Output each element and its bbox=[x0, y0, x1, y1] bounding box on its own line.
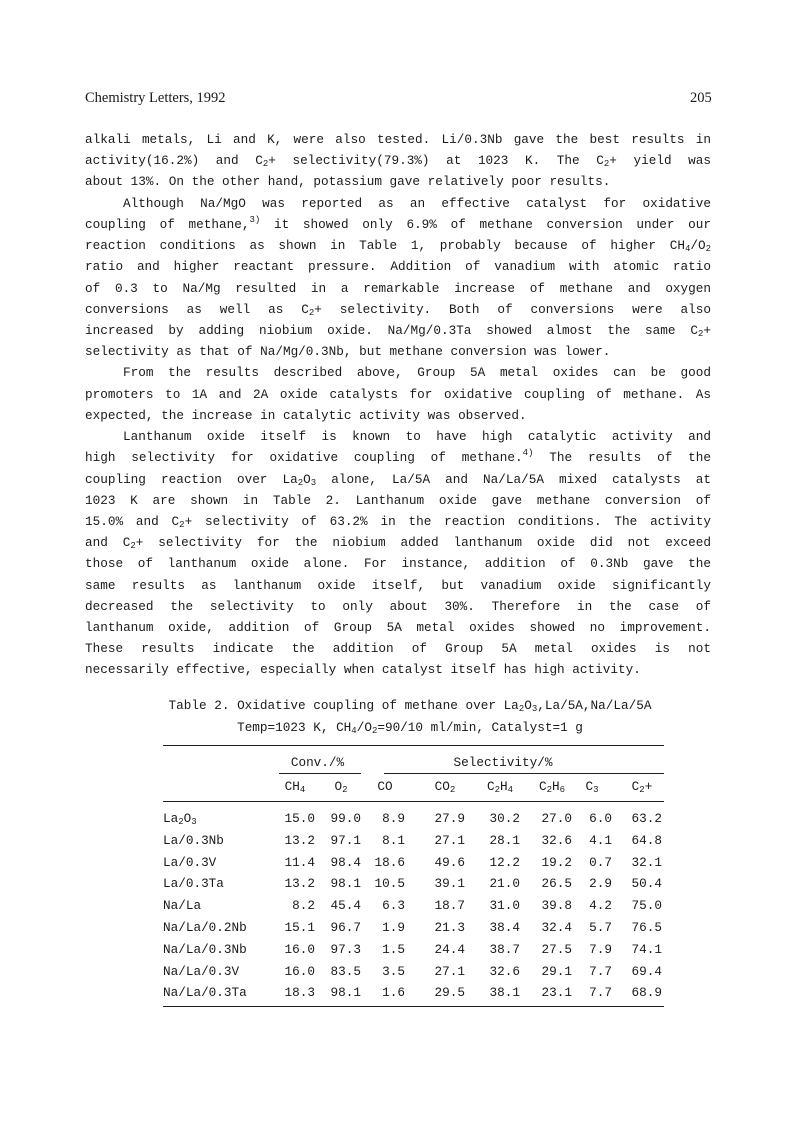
text-line: of 0.3 to Na/Mg resulted in a remarkable increase of methane and oxygen bbox=[85, 280, 711, 296]
table-cell: 13.2 bbox=[284, 832, 315, 848]
text-line: decreased the selectivity to only about 30%. Therefore in the case of bbox=[85, 598, 711, 614]
table-cell: 29.1 bbox=[541, 963, 572, 979]
table-bottom-rule bbox=[163, 1006, 664, 1007]
table-cell: 96.7 bbox=[330, 920, 361, 935]
column-header: $CO_2$ bbox=[434, 779, 456, 795]
table-cell: 38.1 bbox=[489, 985, 520, 1001]
selectivity-group-rule bbox=[384, 773, 664, 774]
text-line: Lanthanum oxide itself is known to have high catalytic activity and bbox=[123, 429, 711, 445]
table-cell: 28.1 bbox=[489, 832, 520, 848]
text-line: From the results described above, Group 5A metal oxides can be good bbox=[123, 365, 711, 381]
text-line: expected, the increase in catalytic activity was observed. bbox=[85, 407, 527, 423]
text-line: and $C_2+$ selectivity for the niobium added lanthanum oxide did not exceed bbox=[85, 535, 711, 552]
text-line: selectivity as that of Na/Mg/0.3Nb, but methane conversion was lower. bbox=[85, 344, 611, 360]
table-cell: 69.4 bbox=[631, 963, 662, 979]
table-cell: 7.7 bbox=[589, 963, 612, 979]
table-cell: 38.4 bbox=[489, 920, 520, 935]
text-line: conversions as well as $C_2+$ selectivity. Both of conversions were also bbox=[85, 301, 711, 318]
table-cell: 4.1 bbox=[589, 832, 612, 848]
table-cell: 98.4 bbox=[330, 854, 361, 870]
table-cell: 19.2 bbox=[541, 854, 572, 870]
column-header: $C_3$ bbox=[585, 779, 599, 795]
catalyst-label: Na/La/0.3Ta bbox=[163, 985, 247, 1001]
table-cell: 99.0 bbox=[330, 811, 361, 826]
table-cell: 68.9 bbox=[631, 985, 662, 1001]
table-cell: 15.0 bbox=[284, 811, 315, 826]
table-cell: 97.3 bbox=[330, 941, 361, 957]
table-cell: 39.1 bbox=[434, 876, 465, 892]
table-cell: 50.4 bbox=[631, 876, 662, 892]
table-cell: 6.0 bbox=[589, 811, 612, 826]
table-cell: 74.1 bbox=[631, 941, 662, 957]
table-cell: 8.2 bbox=[292, 898, 315, 914]
conversion-group-rule bbox=[279, 773, 361, 774]
text-line: promoters to 1A and 2A oxide catalysts for oxidative coupling of methane. As bbox=[85, 386, 711, 402]
table-cell: 27.5 bbox=[541, 941, 572, 957]
table-cell: 4.2 bbox=[589, 898, 612, 914]
table-cell: 63.2 bbox=[631, 811, 662, 826]
table-cell: 98.1 bbox=[330, 876, 361, 892]
table-cell: 27.0 bbox=[541, 811, 572, 826]
text-line: coupling reaction over $La_2O_3$ alone, La/5A and Na/La/5A mixed catalysts at bbox=[85, 471, 711, 488]
catalyst-label: Na/La bbox=[163, 898, 202, 914]
text-line: increased by adding niobium oxide. Na/Mg/0.3Ta showed almost the same $C_2+$ bbox=[85, 322, 711, 339]
reference-superscript: 3) bbox=[249, 214, 261, 225]
text-line: those of lanthanum oxide alone. For instance, addition of 0.3Nb gave the bbox=[85, 556, 711, 572]
table-cell: 1.5 bbox=[382, 941, 405, 957]
table-cell: 49.6 bbox=[434, 854, 465, 870]
table-cell: 24.4 bbox=[434, 941, 465, 957]
table-cell: 75.0 bbox=[631, 898, 662, 914]
table-cell: 83.5 bbox=[330, 963, 361, 979]
table-cell: 18.3 bbox=[284, 985, 315, 1001]
catalyst-label: $La_2O_3$ bbox=[163, 811, 197, 827]
table-cell: 23.1 bbox=[541, 985, 572, 1001]
table-cell: 15.1 bbox=[284, 920, 315, 935]
table-cell: 39.8 bbox=[541, 898, 572, 914]
table-caption: Table 2. Oxidative coupling of methane over $La_2O_3,La/5A,Na/La/5A$ bbox=[168, 698, 652, 714]
table-cell: 18.7 bbox=[434, 898, 465, 914]
text-line bbox=[85, 447, 711, 468]
table-cell: 21.0 bbox=[489, 876, 520, 892]
table-cell: 18.6 bbox=[374, 854, 405, 870]
table-cell: 97.1 bbox=[330, 832, 361, 848]
table-cell: 7.9 bbox=[589, 941, 612, 957]
table-cell: 16.0 bbox=[284, 941, 315, 957]
column-header: $C_2+$ bbox=[631, 779, 653, 795]
table-cell: 76.5 bbox=[631, 920, 662, 935]
column-group-selectivity: Selectivity/% bbox=[453, 755, 553, 770]
table-cell: 2.9 bbox=[589, 876, 612, 892]
column-header: $C_2H_6$ bbox=[538, 779, 566, 795]
table-cell: 32.6 bbox=[489, 963, 520, 979]
text-line bbox=[85, 214, 711, 235]
table-cell: 5.7 bbox=[589, 920, 612, 935]
text-segment: coupling of methane, bbox=[85, 216, 250, 232]
body-text bbox=[85, 129, 711, 681]
catalyst-label: La/0.3Ta bbox=[163, 876, 224, 892]
text-line: alkali metals, Li and K, were also tested. Li/0.3Nb gave the best results in bbox=[85, 132, 711, 147]
table-cell: 1.6 bbox=[382, 985, 405, 1001]
table-cell: 64.8 bbox=[631, 832, 662, 848]
table-cell: 8.9 bbox=[382, 811, 405, 826]
text-segment: The results of the bbox=[533, 450, 711, 466]
table-top-rule bbox=[163, 745, 664, 746]
page-number: 205 bbox=[690, 90, 712, 106]
table-cell: 11.4 bbox=[284, 854, 315, 870]
reference-superscript: 4) bbox=[522, 448, 534, 459]
table-cell: 32.1 bbox=[631, 854, 662, 870]
table-cell: 30.2 bbox=[489, 811, 520, 826]
text-segment: high selectivity for oxidative coupling of methane. bbox=[85, 450, 523, 466]
column-group-conversion: Conv./% bbox=[290, 755, 345, 770]
column-header: $CH_4$ bbox=[284, 779, 306, 795]
table-cell: 7.7 bbox=[589, 985, 612, 1001]
table-cell: 26.5 bbox=[541, 876, 572, 892]
catalyst-label: La/0.3V bbox=[163, 854, 217, 870]
table-cell: 45.4 bbox=[330, 898, 361, 914]
table-cell: 0.7 bbox=[589, 854, 612, 870]
text-line: same results as lanthanum oxide itself, but vanadium oxide significantly bbox=[85, 577, 711, 593]
text-line: ratio and higher reactant pressure. Addition of vanadium with atomic ratio bbox=[85, 259, 711, 275]
table-cell: 21.3 bbox=[434, 920, 465, 935]
table-cell: 27.1 bbox=[434, 832, 465, 848]
table-cell: 8.1 bbox=[382, 832, 405, 848]
table-cell: 10.5 bbox=[374, 876, 405, 892]
text-line: activity(16.2%) and $C_2+$ selectivity(79.3%) at 1023 K. The $C_2+$ yield was bbox=[85, 153, 711, 170]
text-segment: it showed only 6.9% of methane conversion under our bbox=[260, 216, 712, 232]
table-cell: 6.3 bbox=[382, 898, 405, 914]
text-line: reaction conditions as shown in Table 1, probably because of higher $CH_4/O_2$ bbox=[85, 238, 711, 255]
text-line: 15.0% and $C_2+$ selectivity of 63.2% in the reaction conditions. The activity bbox=[85, 513, 711, 530]
catalyst-label: Na/La/0.2Nb bbox=[163, 920, 247, 935]
running-header-journal: Chemistry Letters, 1992 bbox=[85, 90, 226, 106]
table-cell: 27.1 bbox=[434, 963, 465, 979]
text-line: Although Na/MgO was reported as an effective catalyst for oxidative bbox=[123, 195, 711, 211]
table-cell: 98.1 bbox=[330, 985, 361, 1001]
catalyst-label: Na/La/0.3V bbox=[163, 963, 240, 979]
table-cell: 38.7 bbox=[489, 941, 520, 957]
table-cell: 32.4 bbox=[541, 920, 572, 935]
column-header: $O_2$ bbox=[334, 779, 348, 795]
catalyst-label: La/0.3Nb bbox=[163, 832, 224, 848]
table-cell: 27.9 bbox=[434, 811, 465, 826]
table-cell: 32.6 bbox=[541, 832, 572, 848]
catalyst-label: Na/La/0.3Nb bbox=[163, 941, 247, 957]
column-header: $C_2H_4$ bbox=[486, 779, 514, 795]
table-cell: 13.2 bbox=[284, 876, 315, 892]
table-cell: 29.5 bbox=[434, 985, 465, 1001]
table-header-rule bbox=[163, 801, 664, 802]
table-cell: 3.5 bbox=[382, 963, 405, 979]
table-cell: 1.9 bbox=[382, 920, 405, 935]
table-cell: 16.0 bbox=[284, 963, 315, 979]
text-line: 1023 K are shown in Table 2. Lanthanum oxide gave methane conversion of bbox=[85, 492, 711, 508]
table-conditions: Temp=1023 K, $CH_4/O_2=90/10$ ml/min, Catalyst=1 g bbox=[237, 720, 583, 736]
text-line: lanthanum oxide, addition of Group 5A metal oxides showed no improvement. bbox=[85, 620, 711, 636]
column-header: CO bbox=[377, 779, 393, 794]
text-line: about 13%. On the other hand, potassium gave relatively poor results. bbox=[85, 174, 611, 190]
text-line: These results indicate the addition of Group 5A metal oxides is not bbox=[85, 641, 711, 657]
table-cell: 31.0 bbox=[489, 898, 520, 914]
text-line: necessarily effective, especially when catalyst itself has high activity. bbox=[85, 662, 641, 678]
table-cell: 12.2 bbox=[489, 854, 520, 870]
